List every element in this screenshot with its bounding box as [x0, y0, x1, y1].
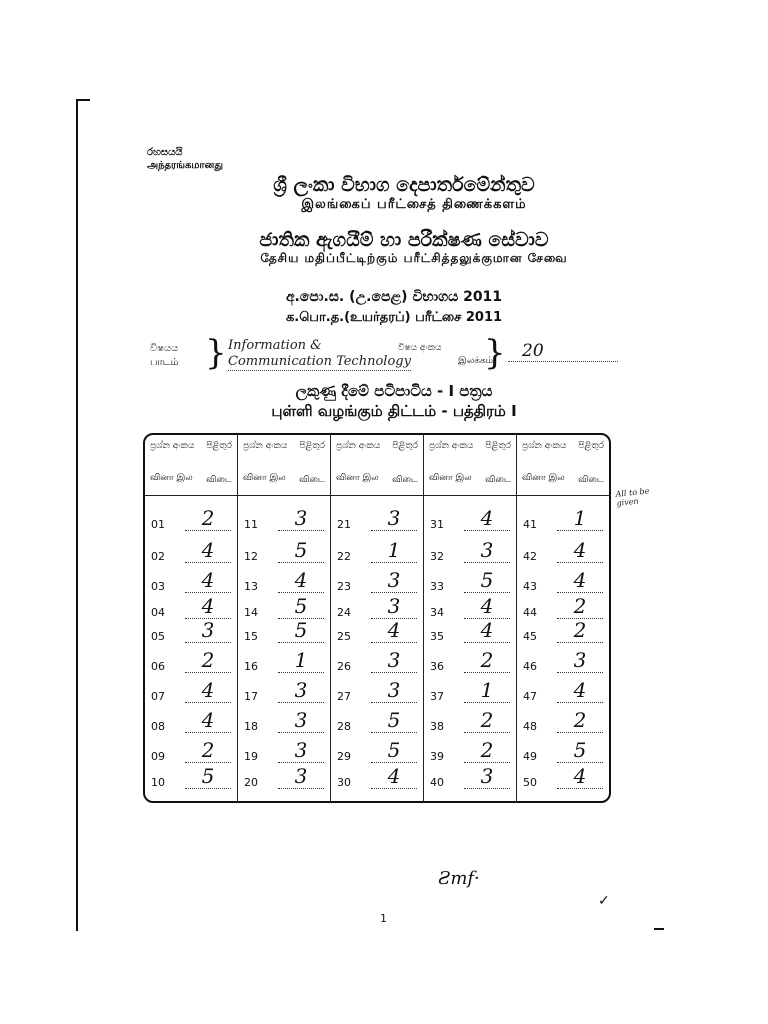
question-number: 49 [523, 750, 537, 763]
question-number: 30 [337, 776, 351, 789]
column-header [145, 435, 237, 496]
question-number: 37 [430, 690, 444, 703]
question-number: 44 [523, 606, 537, 619]
question-number: 04 [151, 606, 165, 619]
answer-row [424, 648, 516, 678]
question-number: 46 [523, 660, 537, 673]
answer-row [145, 764, 237, 794]
subject-number-label-si: විෂය අංකය [398, 343, 442, 353]
answer-row [424, 618, 516, 648]
question-number: 35 [430, 630, 444, 643]
answer-column [145, 435, 238, 801]
answer-row [238, 764, 330, 794]
answer-row [145, 648, 237, 678]
page-corner-mark [654, 928, 664, 930]
answer-row [238, 708, 330, 738]
answer-label-si: පිළිතුර [299, 441, 325, 451]
answer-row [424, 678, 516, 708]
answer-label-si: පිළිතුර [578, 441, 604, 451]
answer-value: 4 [557, 764, 603, 789]
confidential-ta: அந்தரங்கமானது [147, 160, 224, 171]
subject-number-label-ta: இலக்கம் [458, 356, 493, 366]
answer-row [145, 678, 237, 708]
answer-value: 2 [185, 738, 231, 763]
question-label-ta: வினா இல [150, 473, 193, 483]
answer-row [331, 708, 423, 738]
question-number: 48 [523, 720, 537, 733]
answer-value: 2 [464, 708, 510, 733]
answer-value: 5 [371, 738, 417, 763]
answer-row [145, 538, 237, 568]
answer-row [424, 506, 516, 536]
question-number: 13 [244, 580, 258, 593]
answer-row [145, 708, 237, 738]
question-number: 26 [337, 660, 351, 673]
answer-row [517, 764, 609, 794]
answer-row [517, 708, 609, 738]
answer-value: 4 [557, 568, 603, 593]
answer-label-ta: விடை [299, 475, 325, 485]
answer-row [238, 538, 330, 568]
question-number: 11 [244, 518, 258, 531]
question-number: 03 [151, 580, 165, 593]
question-number: 25 [337, 630, 351, 643]
answer-value: 4 [464, 618, 510, 643]
question-number: 09 [151, 750, 165, 763]
question-label-si: ප්‍රශ්න අංකය [336, 441, 381, 451]
question-number: 42 [523, 550, 537, 563]
answer-label-ta: விடை [578, 475, 604, 485]
answer-value: 5 [278, 538, 324, 563]
answer-value: 4 [557, 538, 603, 563]
question-number: 14 [244, 606, 258, 619]
examiner-signature: Ƨmf· [438, 868, 480, 889]
answer-value: 1 [278, 648, 324, 673]
answer-value: 2 [464, 738, 510, 763]
question-number: 43 [523, 580, 537, 593]
answer-value: 2 [557, 708, 603, 733]
answer-value: 3 [371, 678, 417, 703]
question-number: 28 [337, 720, 351, 733]
question-number: 05 [151, 630, 165, 643]
answer-value: 1 [557, 506, 603, 531]
question-number: 34 [430, 606, 444, 619]
answer-row [424, 764, 516, 794]
question-number: 38 [430, 720, 444, 733]
answer-row [145, 506, 237, 536]
paper-title-ta: புள்ளி வழங்கும் திட்டம் - பத்திரம் I [271, 402, 517, 420]
page-number: 1 [380, 912, 387, 925]
question-number: 19 [244, 750, 258, 763]
answer-key-table [143, 433, 611, 803]
answer-value: 5 [557, 738, 603, 763]
answer-value: 2 [185, 648, 231, 673]
answer-label-si: පිළිතුර [206, 441, 232, 451]
question-number: 12 [244, 550, 258, 563]
question-number: 29 [337, 750, 351, 763]
subject-line-2: Communication Technology [228, 354, 411, 369]
answer-label-ta: விடை [485, 475, 511, 485]
question-number: 36 [430, 660, 444, 673]
answer-row [517, 678, 609, 708]
exam-title-si: අ.පො.ස. (උ.පෙළ) විභාගය 2011 [285, 289, 503, 305]
answer-value: 4 [371, 764, 417, 789]
paper-title-si: ලකුණු දීමේ පටිපාටිය - I පත්‍රය [295, 382, 493, 400]
answer-value: 3 [185, 618, 231, 643]
question-number: 08 [151, 720, 165, 733]
answer-column [424, 435, 517, 801]
answer-row [331, 764, 423, 794]
answer-value: 3 [371, 594, 417, 619]
answer-value: 4 [371, 618, 417, 643]
question-label-ta: வினா இல [336, 473, 379, 483]
answer-value: 1 [371, 538, 417, 563]
answer-row [331, 618, 423, 648]
question-label-ta: வினா இல [522, 473, 565, 483]
answer-row [517, 538, 609, 568]
question-number: 50 [523, 776, 537, 789]
answer-value: 4 [557, 678, 603, 703]
subject-brace-right: } [484, 333, 506, 373]
question-label-si: ප්‍රශ්න අංකය [150, 441, 195, 451]
answer-value: 3 [278, 506, 324, 531]
answer-value: 5 [278, 594, 324, 619]
answer-row [424, 708, 516, 738]
answer-row [145, 618, 237, 648]
answer-row [238, 678, 330, 708]
question-label-si: ප්‍රශ්න අංකය [522, 441, 567, 451]
question-number: 24 [337, 606, 351, 619]
subject-handwritten [228, 338, 411, 371]
question-number: 21 [337, 518, 351, 531]
question-number: 32 [430, 550, 444, 563]
margin-handwritten-note: All to be given [615, 486, 650, 508]
subject-label-ta: பாடம் [150, 357, 179, 368]
answer-value: 4 [278, 568, 324, 593]
column-header [238, 435, 330, 496]
question-number: 18 [244, 720, 258, 733]
subject-number-label [398, 342, 493, 368]
question-number: 10 [151, 776, 165, 789]
answer-row [517, 618, 609, 648]
answer-value: 3 [278, 678, 324, 703]
answer-value: 5 [464, 568, 510, 593]
page-corner-top [76, 99, 90, 101]
answer-value: 5 [278, 618, 324, 643]
answer-value: 3 [278, 708, 324, 733]
answer-value: 3 [371, 648, 417, 673]
answer-label-si: පිළිතුර [392, 441, 418, 451]
answer-value: 4 [185, 568, 231, 593]
question-number: 39 [430, 750, 444, 763]
answer-value: 2 [557, 594, 603, 619]
answer-column [517, 435, 609, 801]
answer-value: 3 [464, 538, 510, 563]
column-header [517, 435, 609, 496]
answer-value: 5 [185, 764, 231, 789]
question-number: 06 [151, 660, 165, 673]
answer-value: 3 [557, 648, 603, 673]
answer-row [331, 648, 423, 678]
question-number: 33 [430, 580, 444, 593]
exam-title-ta: க.பொ.த.(உயர்தரப்) பரீட்சை 2011 [285, 310, 503, 325]
answer-value: 1 [464, 678, 510, 703]
answer-value: 4 [464, 506, 510, 531]
service-title-ta: தேசிய மதிப்பீட்டிற்கும் பரீட்சித்தலுக்குமான சேவை [260, 251, 568, 265]
question-label-ta: வினா இல [429, 473, 472, 483]
question-number: 07 [151, 690, 165, 703]
column-header [424, 435, 516, 496]
answer-value: 5 [371, 708, 417, 733]
answer-value: 3 [371, 506, 417, 531]
subject-number-value: 20 [508, 341, 618, 362]
answer-value: 4 [185, 538, 231, 563]
answer-row [517, 506, 609, 536]
answer-value: 4 [464, 594, 510, 619]
answer-label-ta: விடை [206, 475, 232, 485]
department-title-ta: இலங்கைப் பரீட்சைத் திணைக்களம் [301, 197, 527, 212]
answer-value: 4 [185, 678, 231, 703]
answer-value: 4 [185, 594, 231, 619]
answer-row [331, 538, 423, 568]
subject-line-1: Information & [228, 338, 322, 353]
answer-value: 4 [185, 708, 231, 733]
check-mark: ✓ [598, 893, 610, 909]
answer-value: 3 [371, 568, 417, 593]
subject-brace-left: } [205, 333, 227, 373]
answer-value: 2 [464, 648, 510, 673]
question-number: 16 [244, 660, 258, 673]
question-number: 20 [244, 776, 258, 789]
question-number: 40 [430, 776, 444, 789]
answer-row [331, 678, 423, 708]
question-number: 22 [337, 550, 351, 563]
page-edge-left [76, 99, 78, 931]
answer-row [238, 648, 330, 678]
answer-value: 3 [278, 764, 324, 789]
department-title-si: ශ්‍රී ලංකා විභාග දෙපාර්තමේන්තුව [273, 174, 535, 196]
answer-label-si: පිළිතුර [485, 441, 511, 451]
confidential-stamp [147, 146, 223, 172]
question-number: 17 [244, 690, 258, 703]
answer-value: 3 [278, 738, 324, 763]
answer-row [238, 618, 330, 648]
question-number: 47 [523, 690, 537, 703]
question-number: 31 [430, 518, 444, 531]
confidential-si: රහසයයි [147, 147, 183, 158]
answer-row [424, 538, 516, 568]
answer-label-ta: விடை [392, 475, 418, 485]
answer-row [331, 506, 423, 536]
answer-column [331, 435, 424, 801]
column-header [331, 435, 423, 496]
answer-row [238, 506, 330, 536]
answer-value: 2 [185, 506, 231, 531]
question-label-ta: வினா இல [243, 473, 286, 483]
question-number: 45 [523, 630, 537, 643]
answer-value: 2 [557, 618, 603, 643]
question-label-si: ප්‍රශ්න අංකය [243, 441, 288, 451]
subject-label [150, 342, 179, 370]
answer-row [517, 648, 609, 678]
question-number: 02 [151, 550, 165, 563]
answer-column [238, 435, 331, 801]
question-number: 01 [151, 518, 165, 531]
service-title-si: ජාතික ඇගයීම් හා පරීක්ෂණ සේවාව [259, 229, 549, 251]
question-number: 27 [337, 690, 351, 703]
question-label-si: ප්‍රශ්න අංකය [429, 441, 474, 451]
answer-value: 3 [464, 764, 510, 789]
question-number: 15 [244, 630, 258, 643]
question-number: 41 [523, 518, 537, 531]
subject-label-si: විෂයය [150, 343, 179, 354]
question-number: 23 [337, 580, 351, 593]
